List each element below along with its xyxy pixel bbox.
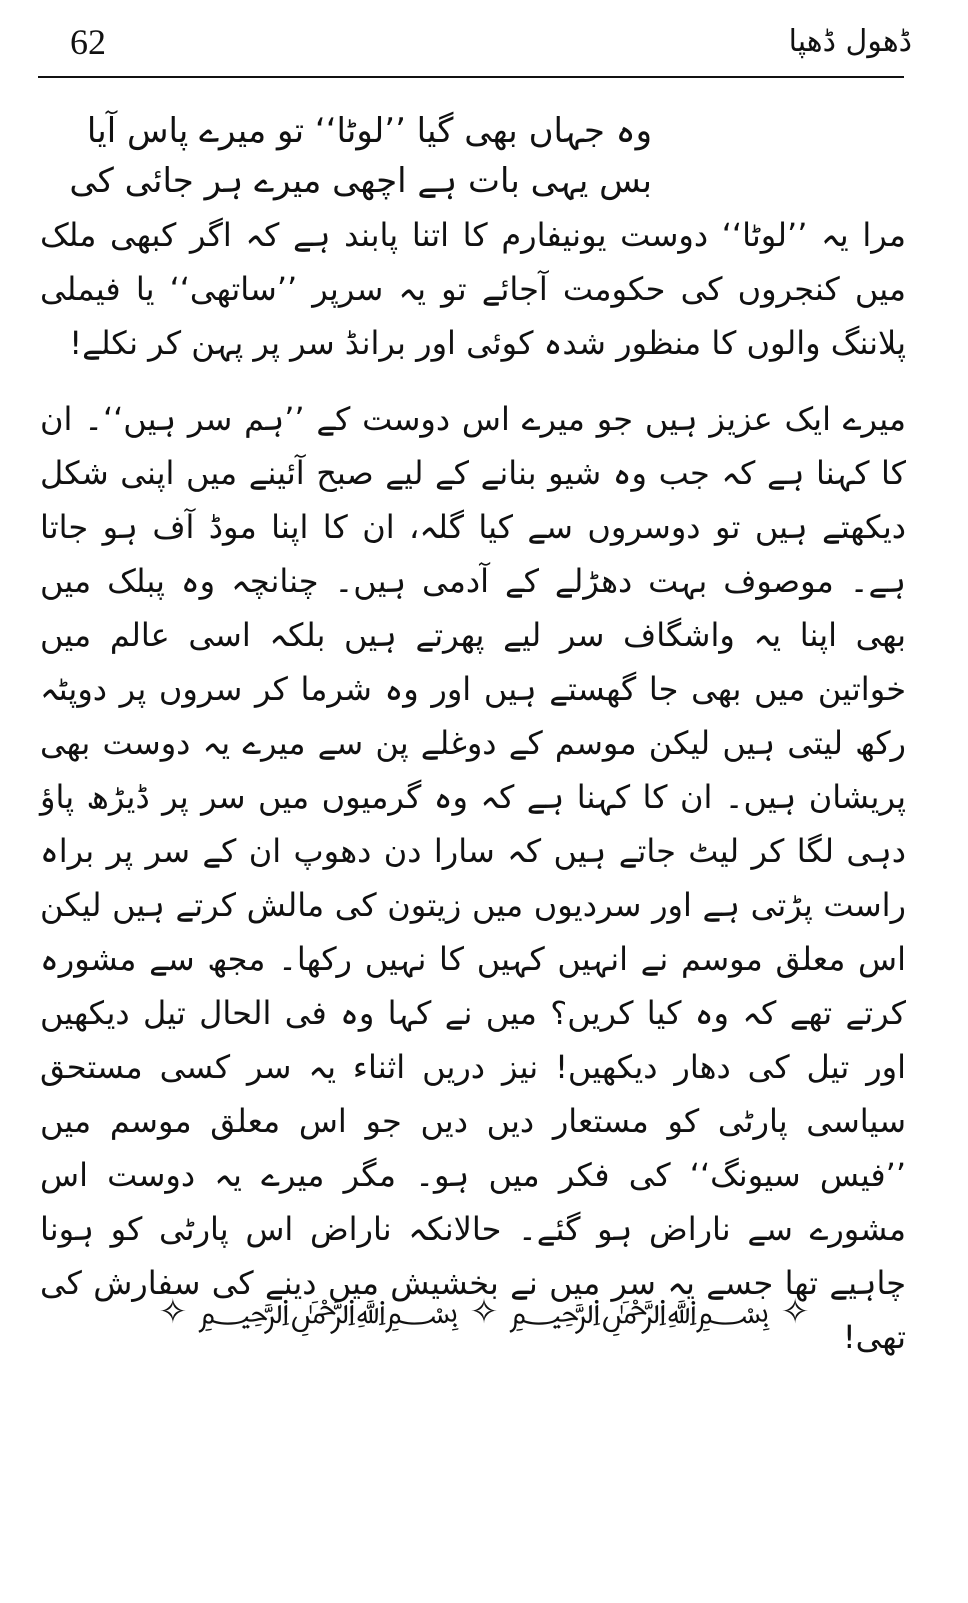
page-number: 62 [70,22,106,62]
section-ornament: ✧ ﷽ ✧ ﷽ ✧ [158,1292,810,1332]
verse-line-2: بس یہی بات ہے اچھی میرے ہر جائی کی [69,161,652,201]
running-title: ڈھول ڈھپا [788,24,912,59]
header-divider [38,76,904,78]
verse-line-1: وہ جہاں بھی گیا ’’لوٹا‘‘ تو میرے پاس آیا [86,111,652,151]
paragraph-2: میرے ایک عزیز ہیں جو میرے اس دوست کے ’’ہم سر ہیں‘‘۔ ان کا کہنا ہے کہ جب وہ شیو بنانے کے لیے صبح آئینے میں اپنی شکل دیکھتے ہیں تو دوسروں سے کیا گلہ، ان کا اپنا موڈ آف ہو جاتا ہے۔ موصوف بہت دھڑلے کے آدمی ہیں۔ چنانچہ وہ پبلک میں بھی اپنا یہ واشگاف سر لیے پھرتے ہیں بلکہ اسی عالم میں خواتین میں بھی جا گھستے ہیں اور وہ شرما کر سروں پر دوپٹہ رکھ لیتی ہیں لیکن موسم کے دوغلے پن سے میرے یہ دوست بھی پریشان ہیں۔ ان کا کہنا ہے کہ وہ گرمیوں میں سر پر ڈیڑھ پاؤ دہی لگا کر لیٹ جاتے ہیں کہ سارا دن دھوپ ان کے سر پر براہ راست پڑتی ہے اور سردیوں میں زیتون کی مالش کرتے ہیں لیکن اس معلق موسم نے انہیں کہیں کا نہیں رکھا۔ مجھ سے مشورہ کرتے تھے کہ وہ کیا کریں؟ میں نے کہا وہ فی الحال تیل دیکھیں اور تیل کی دھار دیکھیں! نیز دریں اثناء یہ سر کسی مستحق سیاسی پارٹی کو مستعار دیں دیں جو اس معلق موسم میں ’’فیس سیونگ‘‘ کی فکر میں ہو۔ مگر میرے یہ دوست اس مشورے سے ناراض ہو گئے۔ حالانکہ ناراض اس پارٹی کو ہونا چاہیے تھا جسے یہ سر میں نے بخشیش میں دینے کی سفارش کی تھی! [40,400,907,1356]
verse-couplet [40,106,906,206]
page-header [0,0,968,84]
paragraph-1: مرا یہ ’’لوٹا‘‘ دوست یونیفارم کا اتنا پابند ہے کہ اگر کبھی ملک میں کنجروں کی حکومت آجائے تو یہ سرپر ’’ساتھی‘‘ یا فیملی پلاننگ والوں کا منظور شدہ کوئی اور برانڈ سر پر پہن کر نکلے! [40,216,906,362]
page-body [40,106,906,1364]
